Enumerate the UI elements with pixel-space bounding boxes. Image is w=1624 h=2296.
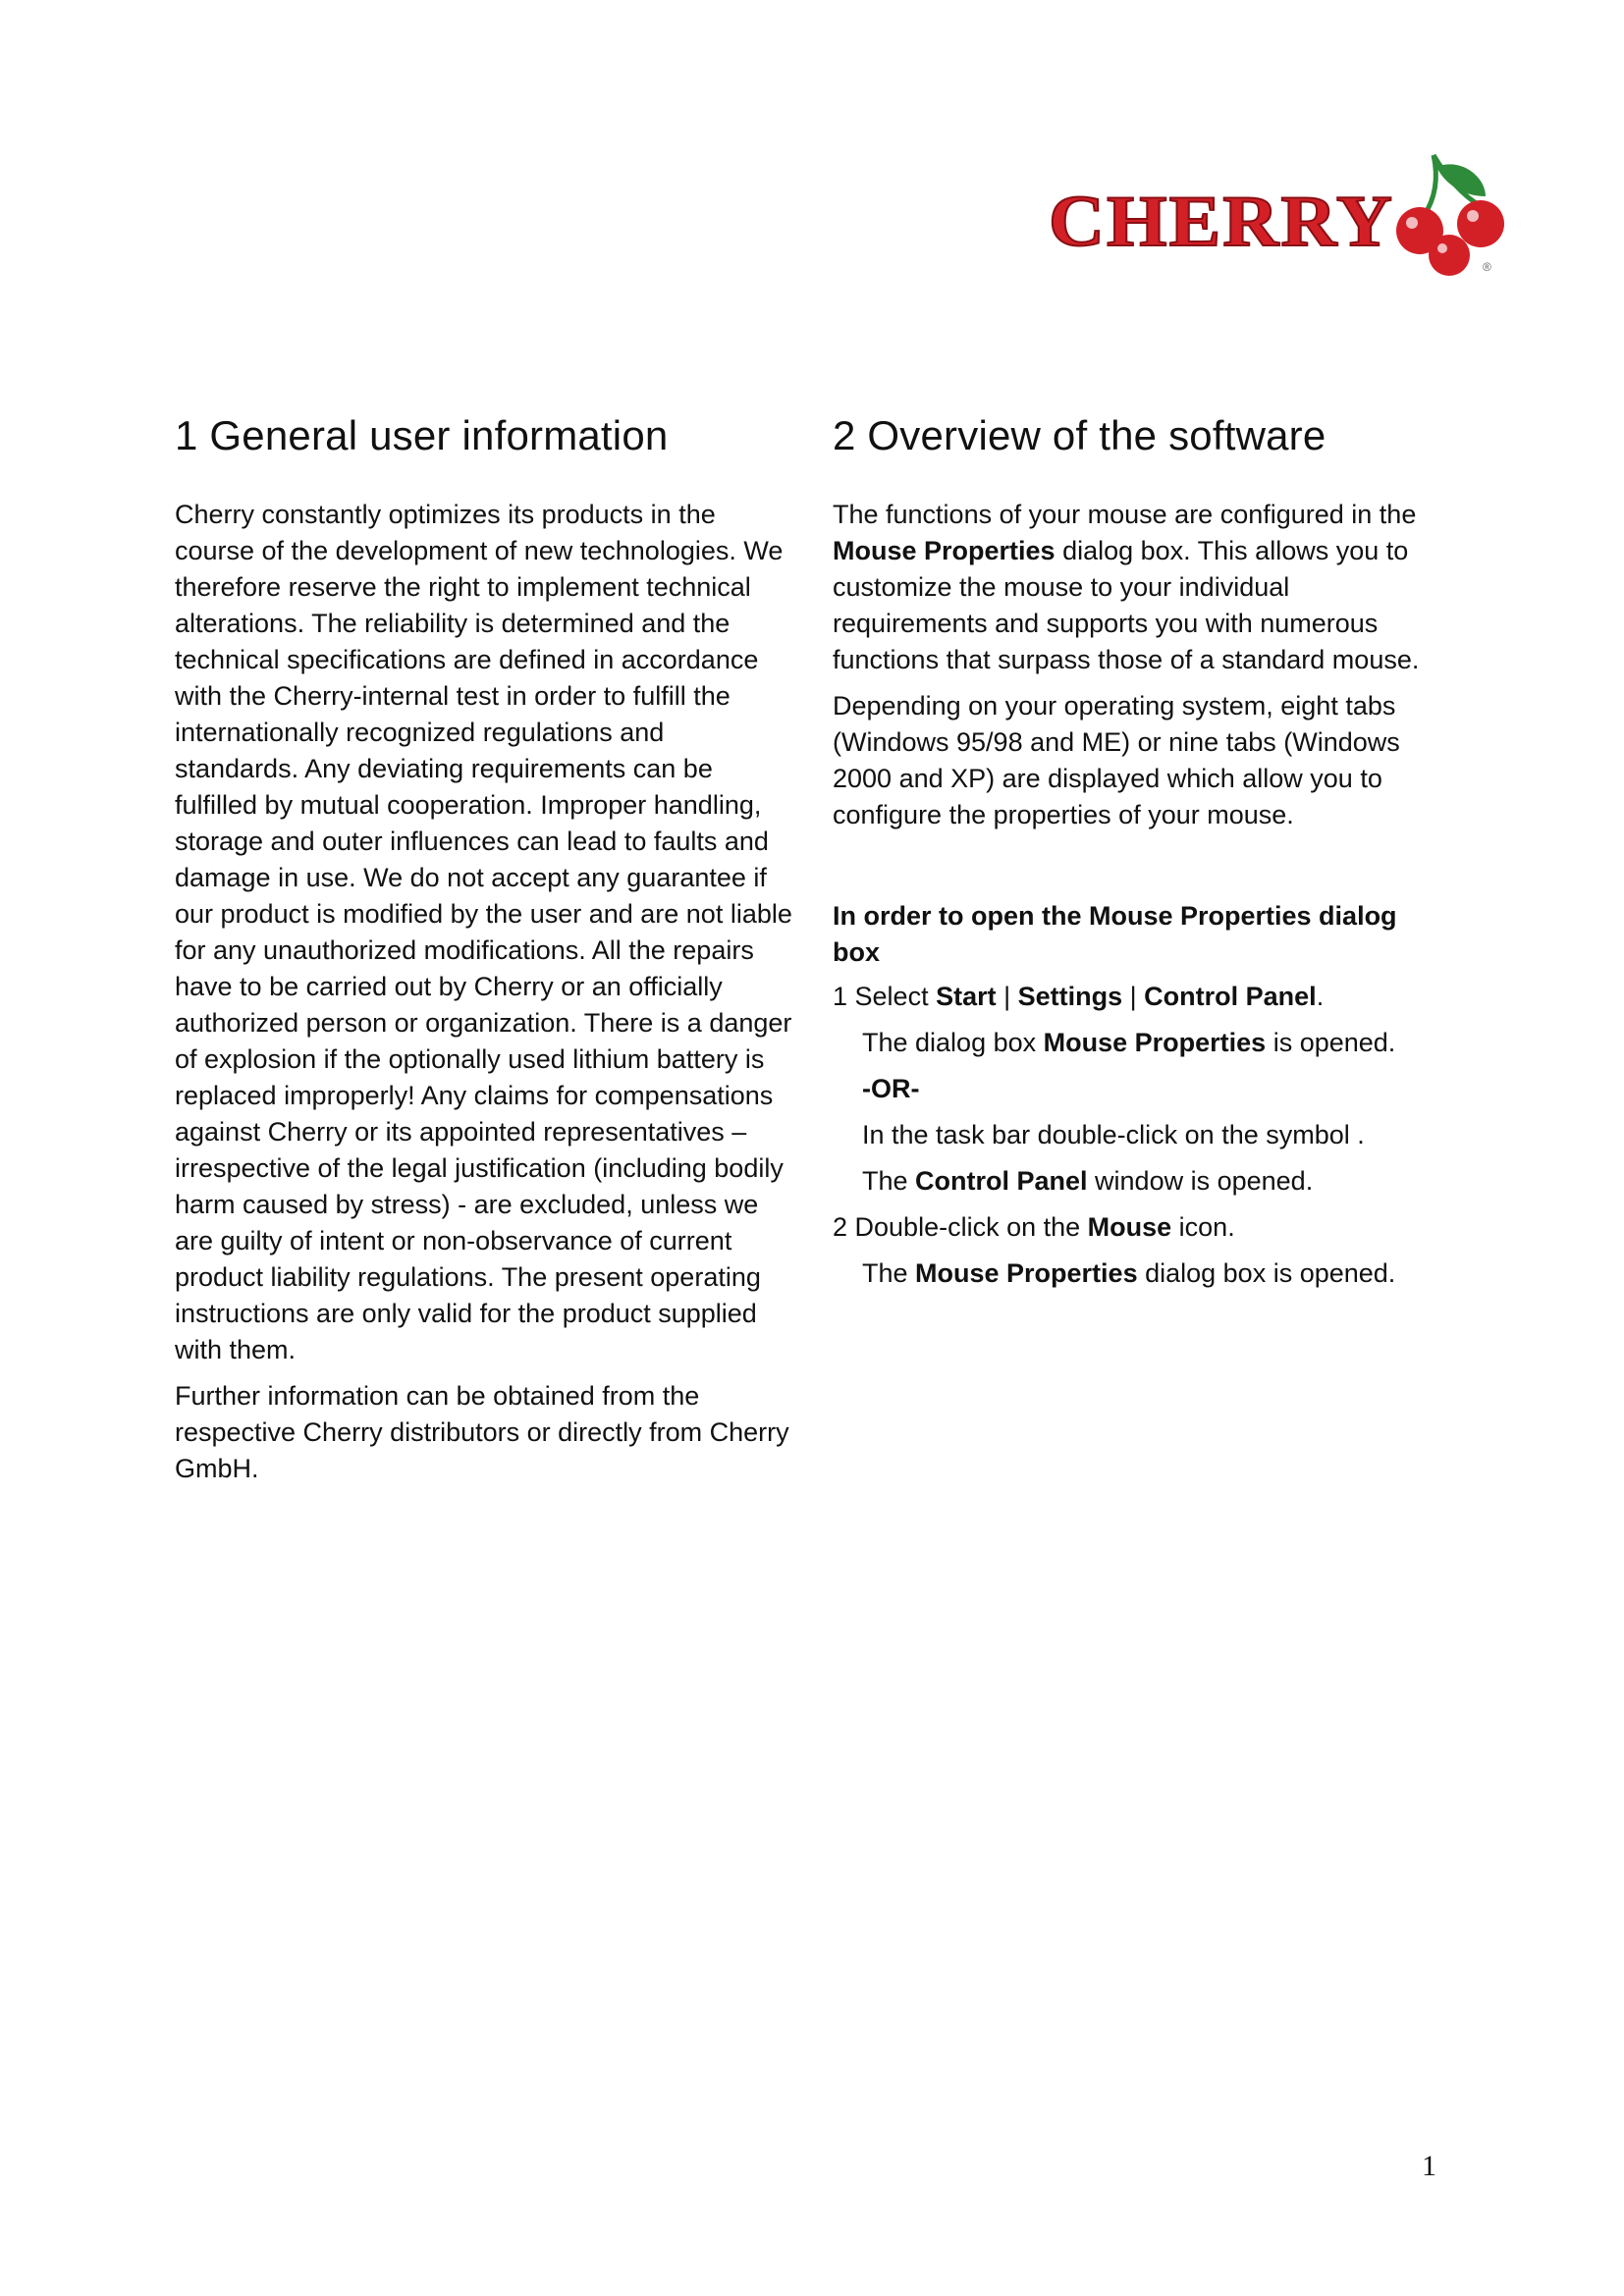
term-control-panel: Control Panel	[915, 1166, 1088, 1196]
separator: |	[1122, 982, 1145, 1011]
page-number: 1	[1422, 2150, 1436, 2182]
subheading-open-dialog: In order to open the Mouse Properties dialog box	[833, 901, 1397, 967]
text: The functions of your mouse are configured in the	[833, 500, 1417, 529]
paragraph-further-information: Further information can be obtained from the respective Cherry distributors or directly from Cherry GmbH.	[175, 1381, 789, 1483]
term-control-panel: Control Panel	[1144, 982, 1317, 1011]
text: icon.	[1171, 1212, 1235, 1242]
text: window is opened.	[1087, 1166, 1314, 1196]
step-2-result	[833, 1255, 1451, 1292]
text: .	[1316, 982, 1325, 1011]
text: dialog box is opened.	[1137, 1258, 1396, 1288]
term-settings: Settings	[1017, 982, 1123, 1011]
paragraph-tabs: Depending on your operating system, eight tabs (Windows 95/98 and ME) or nine tabs (Windows 2000 and XP) are displayed which allow you to configure the properties of your mouse.	[833, 691, 1400, 829]
step-number: 1	[833, 982, 848, 1011]
text: dialog box. This allows you to customize the mouse to your individual requirements and supports you with numerous functions that surpass those of a standard mouse.	[833, 536, 1420, 674]
svg-text:®: ®	[1483, 260, 1491, 274]
step-2	[833, 1209, 1451, 1246]
step-1-result	[833, 1025, 1451, 1061]
term-mouse-properties: Mouse Properties	[833, 536, 1056, 565]
text: is opened.	[1266, 1028, 1396, 1057]
paragraph-overview	[833, 497, 1451, 678]
term-mouse: Mouse	[1087, 1212, 1172, 1242]
text: The	[862, 1258, 916, 1288]
term-start: Start	[936, 982, 997, 1011]
step-1	[833, 979, 1451, 1015]
separator: |	[996, 982, 1018, 1011]
paragraph-disclaimer: Cherry constantly optimizes its products in the course of the development of new technologies. We therefore reserve the right to implement technical alterations. The reliability is determined and the technical specifications are defined in accordance with the Cherry-internal test in order to fulfill the internationally recognized regulations and standards. Any deviating requirements can be fulfilled by mutual cooperation. Improper handling, storage and outer influences can lead to faults and damage in use. We do not accept any guarantee if our product is modified by the user and are not liable for any unauthorized modifications. All the repairs have to be carried out by Cherry or an officially authorized person or organization. There is a danger of explosion if the optionally used lithium battery is replaced improperly! Any claims for compensations against Cherry or its appointed representatives – irrespective of the legal justification (including bodily harm caused by stress) - are excluded, unless we are guilty of intent or non-observance of current product liability regulations. The present operating instructions are only valid for the product supplied with them.	[175, 500, 792, 1364]
text: The dialog box	[862, 1028, 1044, 1057]
alternative-step-result	[833, 1163, 1451, 1200]
cherry-logo-icon	[1049, 147, 1510, 280]
term-mouse-properties: Mouse Properties	[915, 1258, 1138, 1288]
section-general-user-information	[175, 412, 793, 1497]
cherry-logo	[1049, 147, 1510, 280]
term-mouse-properties: Mouse Properties	[1043, 1028, 1267, 1057]
text: Select	[847, 982, 937, 1011]
or-separator: -OR-	[862, 1074, 920, 1103]
text: The	[862, 1166, 916, 1196]
logo-text: CHERRY	[1049, 182, 1394, 262]
text: 2 Double-click on the	[833, 1212, 1088, 1242]
alternative-step: In the task bar double-click on the symbol .	[862, 1120, 1365, 1149]
heading-overview-software: 2 Overview of the software	[833, 412, 1326, 458]
section-overview-software	[833, 412, 1451, 1302]
heading-general-user-information: 1 General user information	[175, 412, 669, 458]
